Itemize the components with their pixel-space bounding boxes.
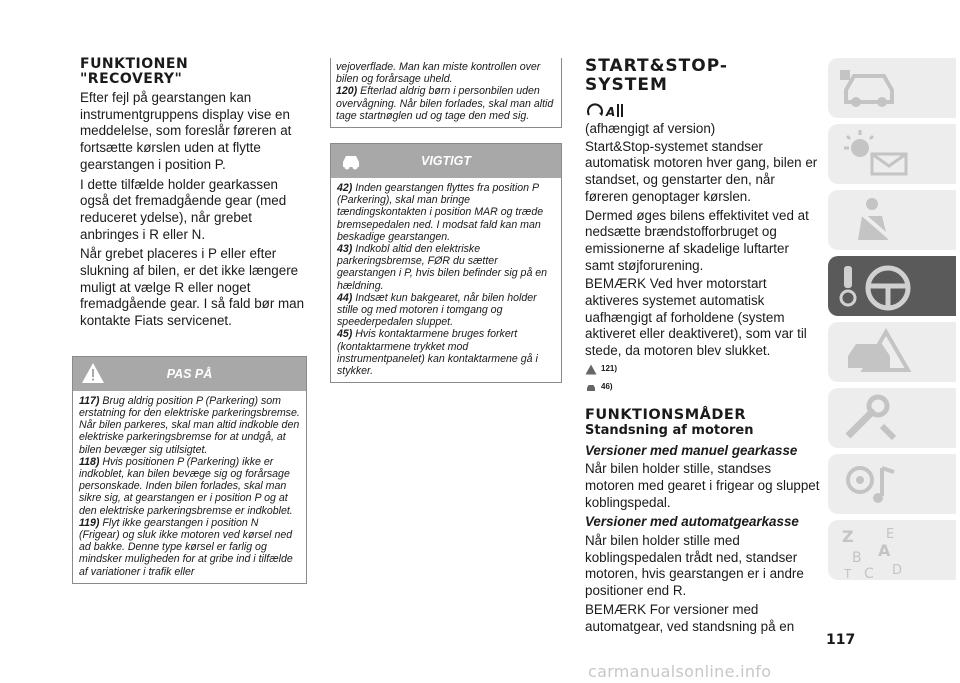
start-stop-title-1: START&STOP-: [585, 56, 728, 76]
watermark: carmanualsonline.info: [588, 662, 772, 681]
warning-item-120: 120) Efterlad aldrig børn i personbilen uden overvågning. Når bilen forlades, skal man altid tage startnøglen ud og tage den med sig.: [336, 85, 554, 122]
chapter-tabs: [828, 58, 956, 586]
index-alphabet-icon: [838, 524, 928, 580]
steering-wheel-key-icon: [838, 260, 928, 316]
warning-triangle-small-icon: [585, 364, 597, 375]
car-warning-small-icon: [585, 382, 597, 393]
important-title: VIGTIGT: [421, 154, 471, 169]
start-stop-paragraph-1: Start&Stop-systemet standser automatisk motoren hver gang, bilen er standset, og genstarter den, når føreren genoptager kørslen.: [585, 138, 818, 204]
tab-dashboard[interactable]: [828, 58, 956, 118]
tab-safety[interactable]: [828, 190, 956, 250]
svg-text:T: T: [844, 567, 852, 580]
recovery-paragraph-2: I dette tilfælde holder gearkassen også det fremadgående gear (med reduceret ydelse), når grebet anbringes i R eller N.: [80, 176, 287, 242]
subheading-stopping: Standsning af motoren: [585, 422, 754, 438]
important-box-vigtigt: [330, 143, 562, 383]
column-1: [80, 0, 305, 584]
important-item-44: 44) Indsæt kun bakgearet, når bilen holder stille og med motoren i tomgang og speederpedalen sluppet.: [337, 291, 537, 329]
emergency-car-icon: [838, 326, 918, 378]
svg-text:B: B: [852, 550, 862, 566]
tab-emergency[interactable]: [828, 322, 956, 382]
warning-item-118: 118) Hvis positionen P (Parkering) ikke er indkoblet, kan bilen bevæge sig og forårsage personskade. Inden bilen forlades, skal man sikre sig, at gearstangen er i position P og at den elektriske parkeringsbremse er indkoblet.: [79, 455, 293, 517]
warning-body: [73, 391, 306, 583]
automatic-paragraph: Når bilen holder stille med koblingspedalen trådt ned, standser motoren, hvis gearstangen er i andre positioner end R.: [585, 533, 804, 599]
automatic-note-paragraph: BEMÆRK For versioner med automatgear, ved standsning på en: [585, 601, 795, 634]
important-body: [331, 178, 561, 382]
svg-text:C: C: [864, 566, 874, 580]
important-item-45: 45) Hvis kontaktarmene bruges forkert (kontaktarmene trykket mod instrumentpanelet) kan kontaktarmene gå i stykker.: [337, 328, 538, 378]
important-item-42: 42) Inden gearstangen flyttes fra position P (Parkering), skal man bringe tændingskontakten i position MAR og træde bremsepedalen ned. I modsat fald kan man beskadige gearstangen.: [337, 182, 544, 243]
section-title-recovery-2: "RECOVERY": [80, 71, 183, 87]
subheading-manual: Versioner med manuel gearkasse: [585, 442, 798, 458]
start-stop-paragraph-3: BEMÆRK Ved hver motorstart aktiveres systemet automatisk uafhængigt af forholdene (system aktiveret eller deaktiveret), som var til stede, da motoren blev slukket.: [585, 276, 807, 359]
subheading-automatic: Versioner med automatgearkasse: [585, 514, 799, 530]
recovery-paragraph-1: Efter fejl på gearstangen kan instrumentgruppens display vise en meddelelse, som foreslår føreren at fortsætte kørslen uden at flytte gearstangen i position P.: [80, 90, 292, 172]
maintenance-tools-icon: [838, 392, 908, 444]
svg-text:E: E: [886, 527, 895, 542]
tab-maintenance[interactable]: [828, 388, 956, 448]
note-reference-121: 121): [585, 361, 820, 378]
functions-section-title: FUNKTIONSMÅDER: [585, 406, 746, 423]
svg-text:Z: Z: [842, 527, 854, 546]
warning-box-continued: [330, 58, 562, 128]
tab-starting-driving[interactable]: [828, 256, 956, 316]
note-reference-46: 46): [585, 379, 820, 396]
warning-item-117: 117) Brug aldrig position P (Parkering) som erstatning for den elektriske parkeringsbremse. Når bilen parkeres, skal man altid indkoble den elektriske parkeringsbremse for at undgå, at bilen bevæger sig utilsigtet.: [79, 394, 300, 456]
multimedia-icon: [838, 458, 908, 510]
manual-paragraph: Når bilen holder stille, standses motoren med gearet i frigear og sluppet koblingspedal.: [585, 461, 820, 510]
section-title-recovery-1: FUNKTIONEN: [80, 56, 189, 72]
column-3: [585, 0, 820, 635]
tab-warning-lights[interactable]: [828, 124, 956, 184]
recovery-paragraph-3: Når grebet placeres i P eller efter slukning af bilen, er det ikke længere muligt at vælge R eller noget fremadgående gear. I så fald bør man kontakte Fiats servicenet.: [80, 246, 305, 329]
start-stop-paragraph-2: Dermed øges bilens effektivitet ved at nedsætte brændstofforbruget og emissionerne af skadelige luftarter samt støjforurening.: [585, 207, 809, 273]
warning-item-119: 119) Flyt ikke gearstangen i position N (Frigear) og sluk ikke motoren ved kørsel ned ad bakke. Denne type kørsel er farlig og mindsker muligheden for at gribe ind i tilfælde af variationer i trafik eller: [79, 516, 293, 578]
svg-text:D: D: [892, 563, 903, 578]
tab-index[interactable]: [828, 520, 956, 580]
warning-box-pas-paa: [72, 356, 307, 584]
warning-lights-icon: [838, 128, 918, 180]
warning-continued-text: vejoverflade. Man kan miste kontrollen over bilen og forårsage uheld.: [336, 61, 541, 86]
seatbelt-safety-icon: [838, 194, 908, 246]
svg-text:A: A: [878, 541, 891, 560]
start-stop-title-2: SYSTEM: [585, 75, 668, 95]
important-item-43: 43) Indkobl altid den elektriske parkeringsbremse, FØR du sætter gearstangen i P, hvis bilen befinder sig på en hældning.: [337, 243, 548, 292]
start-stop-symbol-icon: [585, 101, 820, 121]
car-dashboard-icon: [838, 62, 908, 114]
tab-multimedia[interactable]: [828, 454, 956, 514]
warning-header: [73, 357, 306, 391]
svg-text:A: A: [606, 105, 616, 119]
important-header: [331, 144, 561, 178]
page-number: 117: [826, 632, 856, 648]
column-2: [330, 0, 562, 383]
warning-title: PAS PÅ: [166, 366, 213, 381]
version-note: (afhængigt af version): [585, 121, 716, 136]
